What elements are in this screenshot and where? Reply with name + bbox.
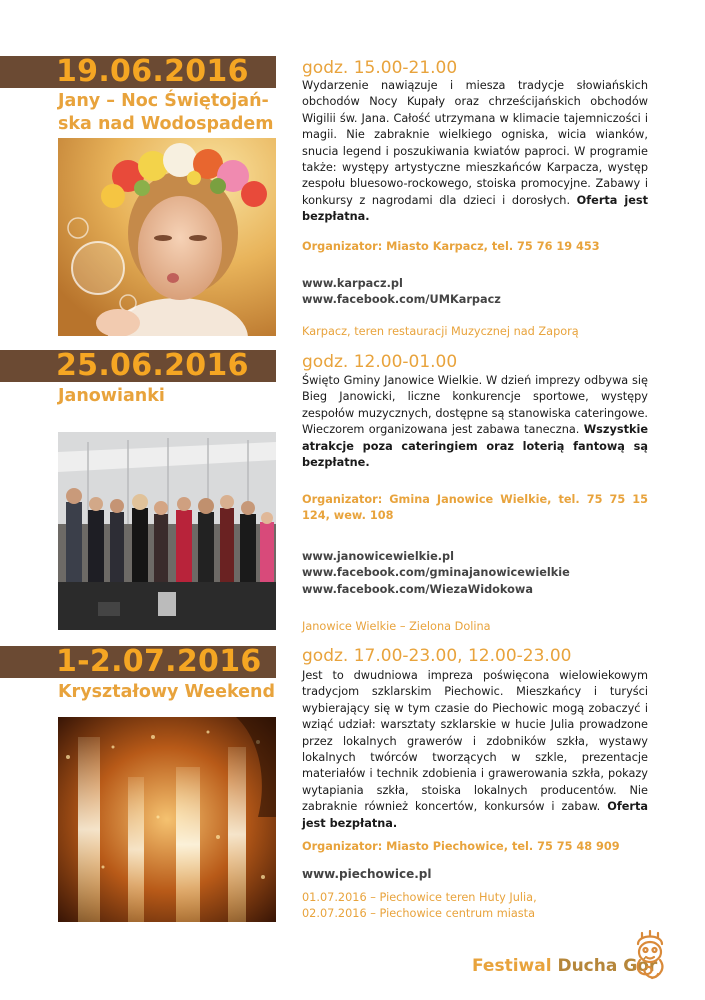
event-time: godz. 17.00-23.00, 12.00-23.00 [302,646,572,666]
event-description-text: Święto Gminy Janowice Wielkie. W dzień imprezy odbywa się Bieg Janowicki, liczne konkurencje sportowe, występy zespołów muzycznych, dostępne są stanowiska cateringowe. Wieczorem organizowana jest zabawa taneczna. [302,374,648,437]
event-links [302,276,501,309]
event-description [302,668,648,832]
event-link[interactable]: www.facebook.com/gminajanowicewielkie [302,566,570,580]
event-link[interactable]: www.karpacz.pl [302,277,403,290]
event-title [58,681,275,704]
event-link[interactable]: www.facebook.com/UMKarpacz [302,293,501,307]
event-links [302,866,432,882]
event-description-bold: Oferta jest bezpłatna. [302,193,648,224]
date-bar-2 [0,350,276,382]
festival-name-word: Festiwal [472,956,552,976]
stage-performers-photo [58,432,276,630]
event-links [302,549,570,598]
event-title [58,90,276,136]
event-description-text: Jest to dwudniowa impreza poświęcona wielowiekowym tradycjom szklarskim Piechowic. Mieszkańcy i turyści wybierający się w tym czasie do Piechowic mogą zobaczyć i wziąć udział: warsztaty szklarskie w hucie Julia prowadzone przez lokalnych grawerów i zdobników szkła, wystawy lokalnych twórców tworzących w szkle, prezentacje materiałów i technik zdobienia i grawerowania szkła, pokazy wytapiania szkła, stoiska lokalnych producentów. Nie zabraknie również koncertów, konkursów i zabaw. [302,669,648,814]
event-time: godz. 12.00-01.00 [302,352,458,372]
event-link[interactable]: www.facebook.com/WiezaWidokowa [302,582,533,596]
event-title [58,385,165,408]
event-title-line: Janowianki [58,386,165,406]
festival-name-word: Ducha Gór [557,956,658,976]
event-location: Karpacz, teren restauracji Muzycznej nad Zaporą [302,325,579,338]
event-link[interactable]: www.piechowice.pl [302,867,432,881]
event-date: 1-2.07.2016 [56,644,262,679]
event-title-line: Kryształowy Weekend [58,682,275,702]
event-description [302,373,648,471]
event-description-text: Wydarzenie nawiązuje i miesza tradycje słowiańskich obchodów Nocy Kupały oraz chrześcijańskich obchodów Wigilii św. Jana. Całość utrzymana w klimacie tajemniczości i magii. Nie zabraknie wielkiego ogniska, wicia wianków, snucia legend i poszukiwania kwiatów paproci. W programie także: występy artystyczne mieszkańców Karpacza, występ zespołu bluesowo-rockowego, stoiska promocyjne. Zabawy i konkursy z nagrodami dla dzieci i dorosłych. [302,79,648,207]
event-location-line: 02.07.2016 – Piechowice centrum miasta [302,907,536,921]
event-title-line: ska nad Wodospadem [58,114,274,134]
event-date: 19.06.2016 [56,54,249,89]
event-time: godz. 15.00-21.00 [302,58,458,78]
girl-flower-wreath-bubbles-photo [58,138,276,336]
event-organizer: Organizator: Miasto Karpacz, tel. 75 76 19 453 [302,240,600,253]
event-description [302,78,648,226]
mountain-spirit-logo-icon [630,930,670,982]
event-description-bold: Wszystkie atrakcje poza cateringiem oraz loterią fantową są bezpłatne. [302,423,649,470]
fireworks-sparks-photo [58,717,276,922]
event-location [302,890,537,923]
event-organizer: Organizator: Gmina Janowice Wielkie, tel. 75 75 15 124, wew. 108 [302,493,648,523]
event-date: 25.06.2016 [56,348,249,383]
date-bar-3 [0,646,276,678]
event-link[interactable]: www.janowicewielkie.pl [302,550,454,563]
event-title-line: Jany – Noc Świętojań- [58,91,269,111]
event-description-bold: Oferta jest bezpłatna. [302,800,648,830]
event-location-line: 01.07.2016 – Piechowice teren Huty Julia, [302,891,537,904]
event-organizer: Organizator: Miasto Piechowice, tel. 75 75 48 909 [302,840,620,853]
event-location: Janowice Wielkie – Zielona Dolina [302,620,491,633]
date-bar-1 [0,56,276,88]
